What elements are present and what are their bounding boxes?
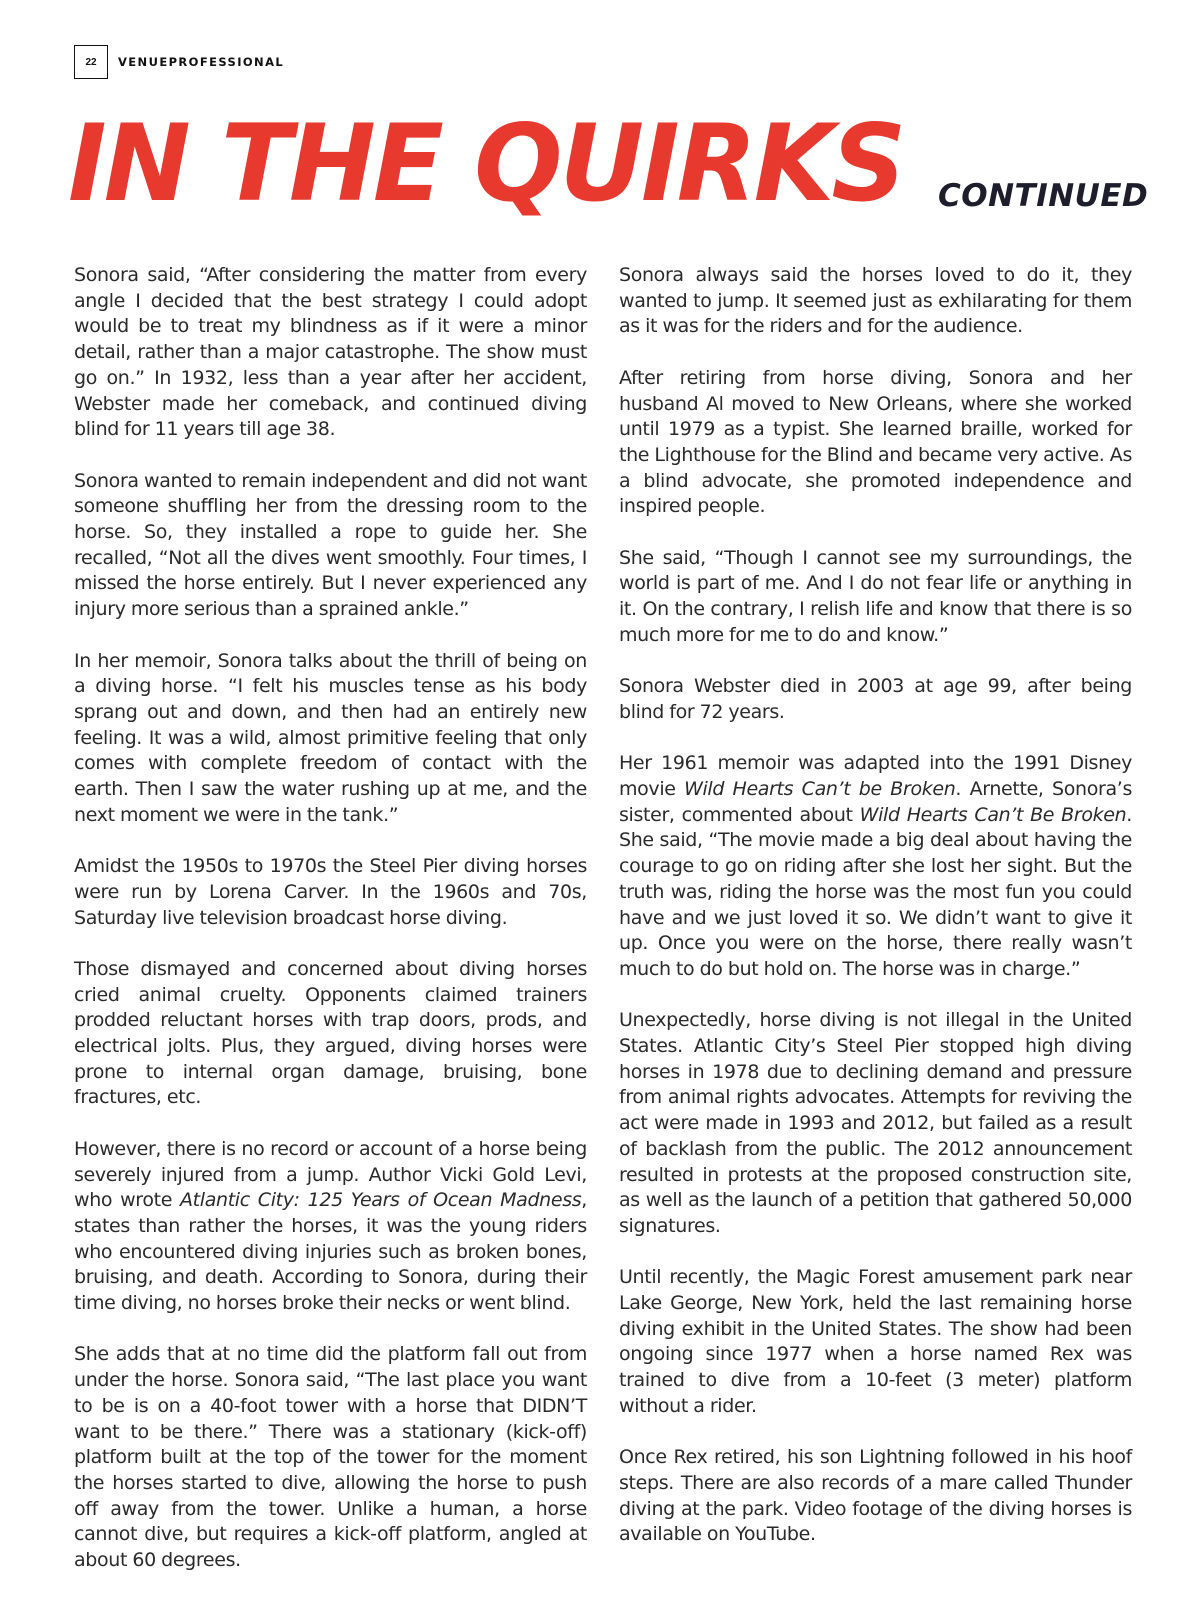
paragraph-text: , states than rather the horses, it was the young riders who encountered diving injuries such as broken bones, bruising, and death. According to Sonora, during their time diving, no horses broke their necks or went blind. [74,1189,587,1315]
paragraph: Sonora said, “After considering the matter from every angle I decided that the best strategy I could adopt would be to treat my blindness as if it were a minor detail, rather than a major catastrophe. The show must go on.” In 1932, less than a year after her accident, Webster made her comeback, and continued diving blind for 11 years till age 38. [74,264,587,441]
paragraph-text: . She said, “The movie made a big deal about having the courage to go on riding after she lost her sight. But the truth was, riding the horse was the most fun you could have and we just loved it so. We didn’t want to give it up. Once you were on the horse, there really wasn’t much to do but hold on. The horse was in charge.” [619,803,1132,980]
paragraph: Unexpectedly, horse diving is not illegal in the United States. Atlantic City’s Steel Pier stopped high diving horses in 1978 due to declining demand and pressure from animal rights advocates. Attempts for reviving the act were made in 1993 and 2012, but failed as a result of backlash from the public. The 2012 announcement resulted in protests at the proposed construction site, as well as the launch of a petition that gathered 50,000 signatures. [619,1009,1132,1237]
paragraph: Sonora Webster died in 2003 at age 99, after being blind for 72 years. [619,675,1132,723]
movie-title: Wild Hearts Can’t be Broken [684,778,956,800]
paragraph: Amidst the 1950s to 1970s the Steel Pier diving horses were run by Lorena Carver. In the 1960s and 70s, Saturday live television broadcast horse diving. [74,855,587,929]
paragraph: In her memoir, Sonora talks about the thrill of being on a diving horse. “I felt his muscles tense as his body sprang out and down, and then had an entirely new feeling. It was a wild, almost primitive feeling that only comes with complete freedom of contact with the earth. Then I saw the water rushing up at me, and the next moment we were in the tank.” [74,649,587,826]
paragraph-text: Her 1961 memoir was adapted into the 1991 Disney movie [619,752,1132,800]
paragraph-text: However, there is no record or account of a horse being severely injured from a jump. Author Vicki Gold Levi, who wrote [74,1137,587,1212]
paragraph: After retiring from horse diving, Sonora and her husband Al moved to New Orleans, where she worked until 1979 as a typist. She learned braille, worked for the Lighthouse for the Blind and became very active. As a blind advocate, she promoted independence and inspired people. [619,366,1132,518]
paragraph: Sonora wanted to remain independent and did not want someone shuffling her from the dressing room to the horse. So, they installed a rope to guide her. She recalled, “Not all the dives went smoothly. Four times, I missed the horse entirely. But I never experienced any injury more serious than a sprained ankle.” [74,469,587,621]
paragraph: She adds that at no time did the platform fall out from under the horse. Sonora said, “The last place you want to be is on a 40-foot tower with a horse that DIDN’T want to be there.” There was a stationary (kick-off) platform built at the top of the tower for the moment the horses started to dive, allowing the horse to push off away from the tower. Unlike a human, a horse cannot dive, but requires a kick-off platform, angled at about 60 degrees. [74,1343,587,1572]
masthead-brand-light: PROFESSIONAL [168,55,285,69]
paragraph-text: . Arnette, Sonora’s sister, commented about [619,778,1133,826]
movie-title: Wild Hearts Can’t Be Broken [859,803,1127,826]
book-title: Atlantic City: 125 Years of Ocean Madness [180,1189,582,1212]
title-continued-label: CONTINUED [938,178,1149,214]
paragraph: She said, “Though I cannot see my surroundings, the world is part of me. And I do not fear life or anything in it. On the contrary, I relish life and know that there is so much more for me to do and know.” [619,546,1132,646]
paragraph: Once Rex retired, his son Lightning followed in his hoof steps. There are also records of a mare called Thunder diving at the park. Video footage of the diving horses is available on YouTube. [619,1446,1132,1546]
page-number: 22 [74,45,108,79]
paragraph [74,1137,587,1317]
article-title: IN THE QUIRKS [68,100,904,226]
paragraph: Those dismayed and concerned about diving horses cried animal cruelty. Opponents claimed trainers prodded reluctant horses with trap doors, prods, and electrical jolts. Plus, they argued, diving horses were prone to internal organ damage, bruising, bone fractures, etc. [74,957,587,1109]
paragraph [619,751,1132,982]
page-header [74,44,284,80]
paragraph: Sonora always said the horses loved to do it, they wanted to jump. It seemed just as exhilarating for them as it was for the riders and for the audience. [619,264,1132,338]
article-column-right [619,263,1132,1548]
article-column-left [74,263,587,1574]
paragraph: Until recently, the Magic Forest amusement park near Lake George, New York, held the last remaining horse diving exhibit in the United States. The show had been ongoing since 1977 when a horse named Rex was trained to dive from a 10-feet (3 meter) platform without a rider. [619,1266,1132,1417]
masthead-brand-strong: VENUE [118,55,169,69]
magazine-masthead [118,55,284,69]
